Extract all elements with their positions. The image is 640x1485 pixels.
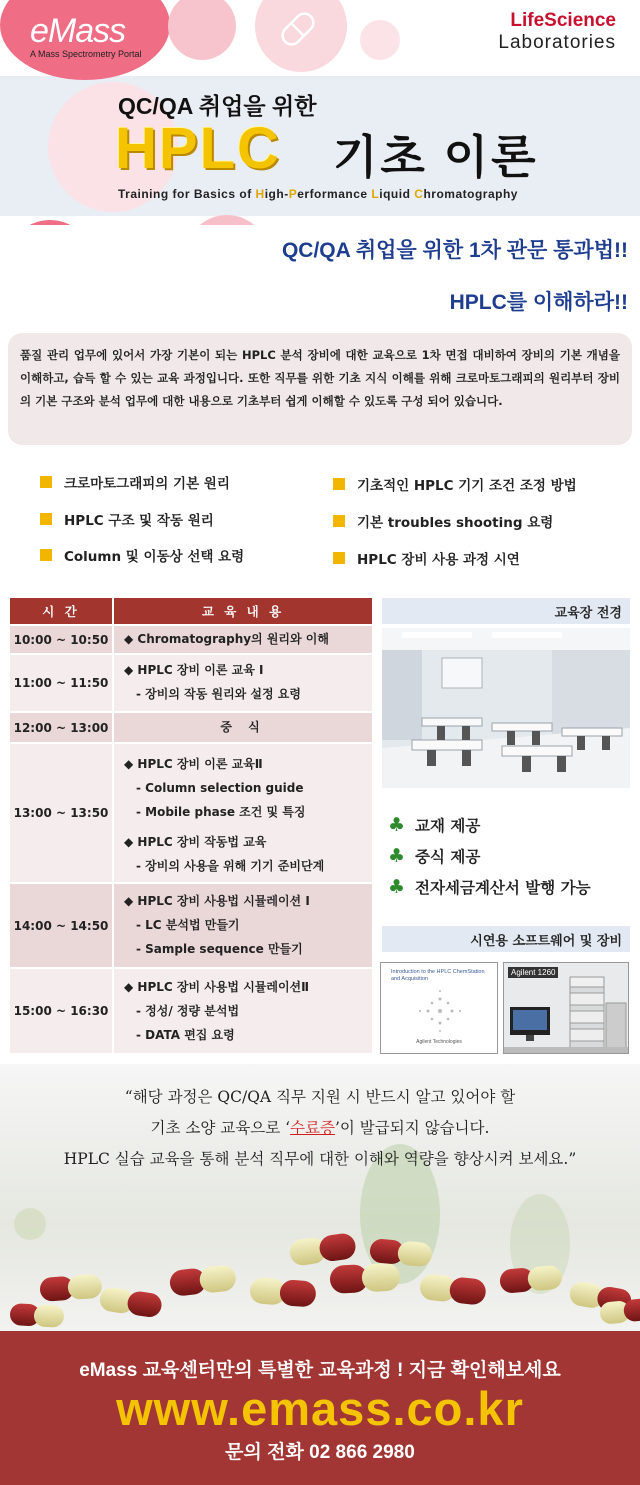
row-subitem: - Column selection guide <box>136 781 304 795</box>
perk-label: 중식 제공 <box>415 848 481 866</box>
club-icon: ♣ <box>388 876 406 898</box>
pill-icon <box>270 2 326 58</box>
feature-item <box>40 545 244 565</box>
perk-label: 교재 제공 <box>415 817 481 835</box>
row-item: ◆ HPLC 장비 작동법 교육 <box>124 835 267 849</box>
row-subitem: - Sample sequence 만들기 <box>136 942 303 956</box>
table-row <box>10 655 372 711</box>
caption-initial: H <box>255 187 265 201</box>
row-content <box>114 626 372 653</box>
caption-part: igh- <box>264 187 289 201</box>
classroom-photo <box>382 628 630 788</box>
logo-subtitle: A Mass Spectrometry Portal <box>30 49 142 59</box>
bullet-square-icon <box>40 476 52 488</box>
caption-part: hromatography <box>423 187 518 201</box>
row-subitem: - Mobile phase 조건 및 특징 <box>136 805 306 819</box>
brand-line2: Laboratories <box>498 32 616 53</box>
row-content: 중 식 <box>114 713 372 742</box>
caption-part: erformance <box>297 187 372 201</box>
certificate-highlight: 수료증 <box>290 1119 335 1137</box>
caption-part: iquid <box>379 187 415 201</box>
row-item: ◆ HPLC 장비 이론 교육Ⅱ <box>124 757 263 771</box>
intro-paragraph: 품질 관리 업무에 있어서 가장 기본이 되는 HPLC 분석 장비에 대한 교육으로 1차 면접 대비하여 장비의 기본 개념을 이해하고, 습득 할 수 있는 교육 과정입니다. 또한 직무를 위한 기초 지식 이해를 위해 크로마토그래피의 원리부터 장비의 기본 구조와 분석 업무에 대한 내용으로 기초부터 쉽게 이해할 수 있도록 구성 되어 있습니다. <box>8 333 632 445</box>
col-content-header: 교 육 내 용 <box>114 598 372 624</box>
logo-text: eMass <box>30 12 126 50</box>
row-subitem: - DATA 편집 요령 <box>136 1028 235 1042</box>
decor-circle <box>6 220 94 225</box>
row-time: 15:00 ~ 16:30 <box>10 969 114 1053</box>
title-hplc: HPLC <box>115 116 281 181</box>
caption-part: Training for Basics of <box>118 187 256 201</box>
classroom-illustration <box>382 628 630 788</box>
club-icon: ♣ <box>388 814 406 836</box>
footer-tagline: eMass 교육센터만의 특별한 교육과정 ! 지금 확인해보세요 <box>79 1360 561 1381</box>
quote-line1: “해당 과정은 QC/QA 직무 지원 시 반드시 알고 있어야 할 <box>124 1088 516 1106</box>
row-item: ◆ HPLC 장비 이론 교육 I <box>124 663 264 677</box>
header-banner <box>0 0 640 225</box>
room-title: 교육장 전경 <box>382 598 630 624</box>
feature-label: 기초적인 HPLC 기기 조건 조정 방법 <box>357 478 577 494</box>
feature-item <box>333 474 577 494</box>
headline-2: HPLC를 이해하라!! <box>449 291 628 314</box>
training-caption <box>118 187 518 201</box>
quote-line3: HPLC 실습 교육을 통해 분석 직무에 대한 이해와 역량을 향상시켜 보세요.” <box>63 1150 577 1168</box>
feature-label: 기본 troubles shooting 요령 <box>357 515 554 531</box>
agilent-label: Agilent Technologies <box>416 1039 462 1045</box>
feature-item <box>40 509 214 529</box>
row-subitem: - 장비의 사용을 위해 기기 준비단계 <box>136 859 325 873</box>
col-time-header: 시 간 <box>10 598 114 624</box>
bullet-square-icon <box>40 549 52 561</box>
feature-label: Column 및 이동상 선택 요령 <box>64 549 245 565</box>
notice-quote <box>0 1082 640 1175</box>
bullet-square-icon <box>333 515 345 527</box>
perk-item <box>388 876 591 898</box>
software-title: 시연용 소프트웨어 및 장비 <box>382 926 630 952</box>
row-content <box>114 969 372 1053</box>
feature-item <box>333 548 520 568</box>
row-item: ◆ HPLC 장비 사용법 시뮬레이션Ⅱ <box>124 980 310 994</box>
caption-initial: P <box>288 187 298 201</box>
equipment-photo <box>503 962 629 1054</box>
software-screenshot <box>380 962 498 1054</box>
software-caption: Introduction to the HPLC ChemStation and Acquisition <box>391 969 485 982</box>
schedule-table <box>10 598 372 1053</box>
title-subtitle: QC/QA 취업을 위한 <box>118 93 317 119</box>
decor-circle <box>360 20 400 60</box>
table-row <box>10 626 372 653</box>
row-time: 10:00 ~ 10:50 <box>10 626 114 653</box>
bullet-square-icon <box>333 552 345 564</box>
footer-banner <box>0 1331 640 1485</box>
row-item: ◆ HPLC 장비 사용법 시뮬레이션 I <box>124 894 310 908</box>
perk-item <box>388 814 480 836</box>
brand-title <box>498 10 616 54</box>
decor-circle <box>185 215 269 225</box>
equipment-label: Agilent 1260 <box>508 967 558 978</box>
quote-line2 <box>0 1113 640 1144</box>
table-row <box>10 744 372 882</box>
table-row <box>10 713 372 742</box>
feature-label: HPLC 장비 사용 과정 시연 <box>357 552 520 568</box>
bullet-square-icon <box>333 478 345 490</box>
table-row <box>10 884 372 967</box>
row-time: 13:00 ~ 13:50 <box>10 744 114 882</box>
row-subitem: - 장비의 작동 원리와 설정 요령 <box>136 687 301 701</box>
title-basic-theory: 기초 이론 <box>333 131 539 183</box>
row-time: 11:00 ~ 11:50 <box>10 655 114 711</box>
perk-label: 전자세금계산서 발행 가능 <box>415 879 591 897</box>
feature-item <box>333 511 553 531</box>
club-icon: ♣ <box>388 845 406 867</box>
row-time: 12:00 ~ 13:00 <box>10 713 114 742</box>
quote-text: ’이 발급되지 않습니다. <box>334 1119 490 1137</box>
quote-text: 기초 소양 교육으로 ‘ <box>150 1119 291 1137</box>
schedule-header <box>10 598 372 624</box>
row-content <box>114 655 372 711</box>
row-subitem: - LC 분석법 만들기 <box>136 918 240 932</box>
emass-logo[interactable] <box>30 12 142 59</box>
headline-1: QC/QA 취업을 위한 1차 관문 통과법!! <box>281 239 628 262</box>
feature-label: HPLC 구조 및 작동 원리 <box>64 513 214 529</box>
row-content <box>114 744 372 882</box>
row-subitem: - 정성/ 정량 분석법 <box>136 1004 240 1018</box>
website-link[interactable]: www.emass.co.kr <box>116 1382 524 1435</box>
row-content <box>114 884 372 967</box>
decor-circle <box>168 0 236 60</box>
bullet-square-icon <box>40 513 52 525</box>
agilent-spark-icon <box>381 983 498 1039</box>
feature-label: 크로마토그래피의 기본 원리 <box>64 476 230 492</box>
contact-phone: 문의 전화 02 866 2980 <box>225 1442 415 1463</box>
table-row <box>10 969 372 1053</box>
row-item: ◆ Chromatography의 원리와 이해 <box>124 632 329 646</box>
feature-item <box>40 472 230 492</box>
perk-item <box>388 845 480 867</box>
caption-initial: C <box>414 187 424 201</box>
row-time: 14:00 ~ 14:50 <box>10 884 114 967</box>
brand-line1: LifeScience <box>510 10 616 31</box>
caption-initial: L <box>371 187 380 201</box>
